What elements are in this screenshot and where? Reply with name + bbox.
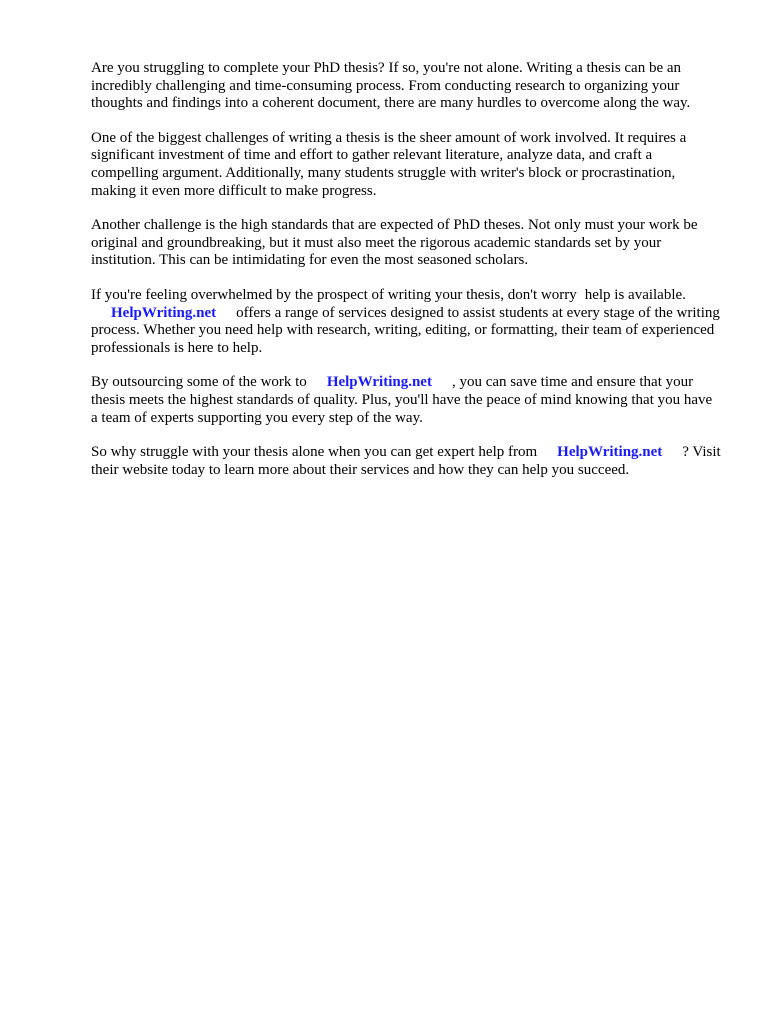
paragraph-workload-text: One of the biggest challenges of writing a thesis is the sheer amount of work involved. It requires a significant investment of time and effort to gather relevant literature, analyze data, and craft a compelling argument. Additionally, many students struggle with writer's block or procrastination, making it even more difficult to make progress. — [91, 129, 687, 199]
paragraph-closing — [91, 444, 721, 479]
helpwriting-link-1[interactable]: HelpWriting.net — [111, 304, 217, 321]
document-body — [91, 60, 721, 496]
paragraph-intro-text: Are you struggling to complete your PhD thesis? If so, you're not alone. Writing a thesis can be an incredibly challenging and time-consuming process. From conducting research to organizing your thoughts and findings into a coherent document, there are many hurdles to overcome along the way. — [91, 60, 691, 112]
paragraph-closing-text-before: So why struggle with your thesis alone when you can get expert help from — [91, 444, 538, 461]
paragraph-intro — [91, 60, 721, 113]
paragraph-standards — [91, 217, 721, 270]
paragraph-outsourcing-text-after: , you can save time and ensure that your thesis meets the highest standards of quality. Plus, you'll have the peace of mind knowing that you have a team of experts supporting you every step of the way. — [91, 374, 713, 426]
helpwriting-link-2[interactable]: HelpWriting.net — [326, 374, 432, 391]
paragraph-help-text-available: help is available. — [584, 286, 686, 303]
paragraph-standards-text: Another challenge is the high standards that are expected of PhD theses. Not only must your work be original and groundbreaking, but it must also meet the rigorous academic standards set by your institution. This can be intimidating for even the most seasoned scholars. — [91, 217, 698, 269]
paragraph-closing-text-after: ? Visit their website today to learn more about their services and how they can help you succeed. — [91, 444, 721, 478]
helpwriting-link-3[interactable]: HelpWriting.net — [557, 444, 663, 461]
paragraph-help — [91, 287, 721, 357]
paragraph-workload — [91, 130, 721, 200]
paragraph-help-text-after: offers a range of services designed to assist students at every stage of the writing process. Whether you need help with research, writing, editing, or formatting, their team of experienced professionals is here to help. — [91, 304, 720, 356]
paragraph-outsourcing — [91, 374, 721, 427]
paragraph-outsourcing-text-before: By outsourcing some of the work to — [91, 374, 307, 391]
paragraph-help-text-before: If you're feeling overwhelmed by the prospect of writing your thesis, don't worry — [91, 286, 577, 303]
